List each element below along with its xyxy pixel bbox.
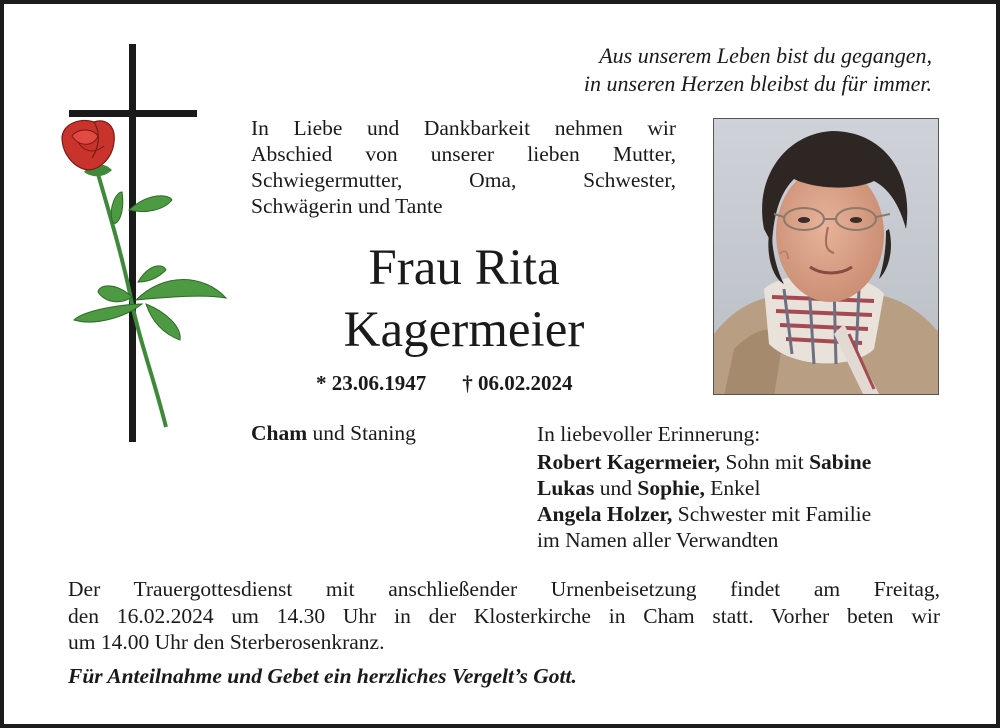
- deceased-name-line-1: Frau Rita: [368, 240, 560, 296]
- mourner-connector: und: [594, 476, 638, 500]
- family-row: [537, 449, 871, 475]
- service-line: den 16.02.2024 um 14.30 Uhr in der Klosterkirche in Cham statt. Vorher beten wir: [68, 603, 940, 628]
- birth-date: * 23.06.1947: [316, 371, 427, 395]
- family-row: [537, 475, 871, 501]
- service-line: um 14.00 Uhr den Sterberosenkranz.: [68, 630, 385, 654]
- intro-text: [251, 115, 676, 219]
- mourner-relation: Sohn mit: [720, 450, 810, 474]
- service-info: [68, 576, 940, 656]
- intro-line: Abschied von unserer lieben Mutter,: [251, 142, 676, 166]
- death-date: † 06.02.2024: [462, 371, 573, 395]
- motto-line-2: in unseren Herzen bleibst du für immer.: [583, 71, 932, 96]
- life-dates: [316, 371, 573, 396]
- mourner-name: Angela Holzer,: [537, 502, 673, 526]
- motto-line-1: Aus unserem Leben bist du gegangen,: [599, 43, 932, 68]
- closing-thanks: Für Anteilnahme und Gebet ein herzliches Vergelt’s Gott.: [68, 664, 577, 688]
- family-row: [537, 501, 871, 527]
- intro-line: Schwiegermutter, Oma, Schwester,: [251, 168, 676, 192]
- residence-town: Cham: [251, 421, 308, 445]
- mourner-name: Sabine: [809, 450, 872, 474]
- residence: [251, 421, 416, 446]
- service-line: Der Trauergottesdienst mit anschließender Urnenbeisetzung findet am Freitag,: [68, 577, 940, 601]
- family-signatures: [537, 421, 871, 553]
- mourner-relation: Schwester mit Familie: [672, 502, 872, 526]
- rose-icon: [62, 121, 226, 427]
- deceased-name-line-2: Kagermeier: [343, 302, 585, 358]
- mourner-relation: Enkel: [704, 476, 761, 500]
- intro-line: Schwägerin und Tante: [251, 194, 443, 218]
- residence-rest: und Staning: [307, 421, 416, 445]
- family-heading: In liebevoller Erinnerung:: [537, 422, 761, 446]
- portrait-photo: [713, 118, 939, 395]
- cross-with-rose: [54, 42, 229, 447]
- mourner-name: Lukas: [537, 476, 595, 500]
- cross-icon: [69, 44, 197, 442]
- intro-line: In Liebe und Dankbarkeit nehmen wir: [251, 116, 676, 140]
- mourner-name: Robert Kagermeier,: [537, 450, 721, 474]
- mourner-name: Sophie,: [637, 476, 705, 500]
- motto-verse: [584, 42, 932, 98]
- family-row: im Namen aller Verwandten: [537, 528, 779, 552]
